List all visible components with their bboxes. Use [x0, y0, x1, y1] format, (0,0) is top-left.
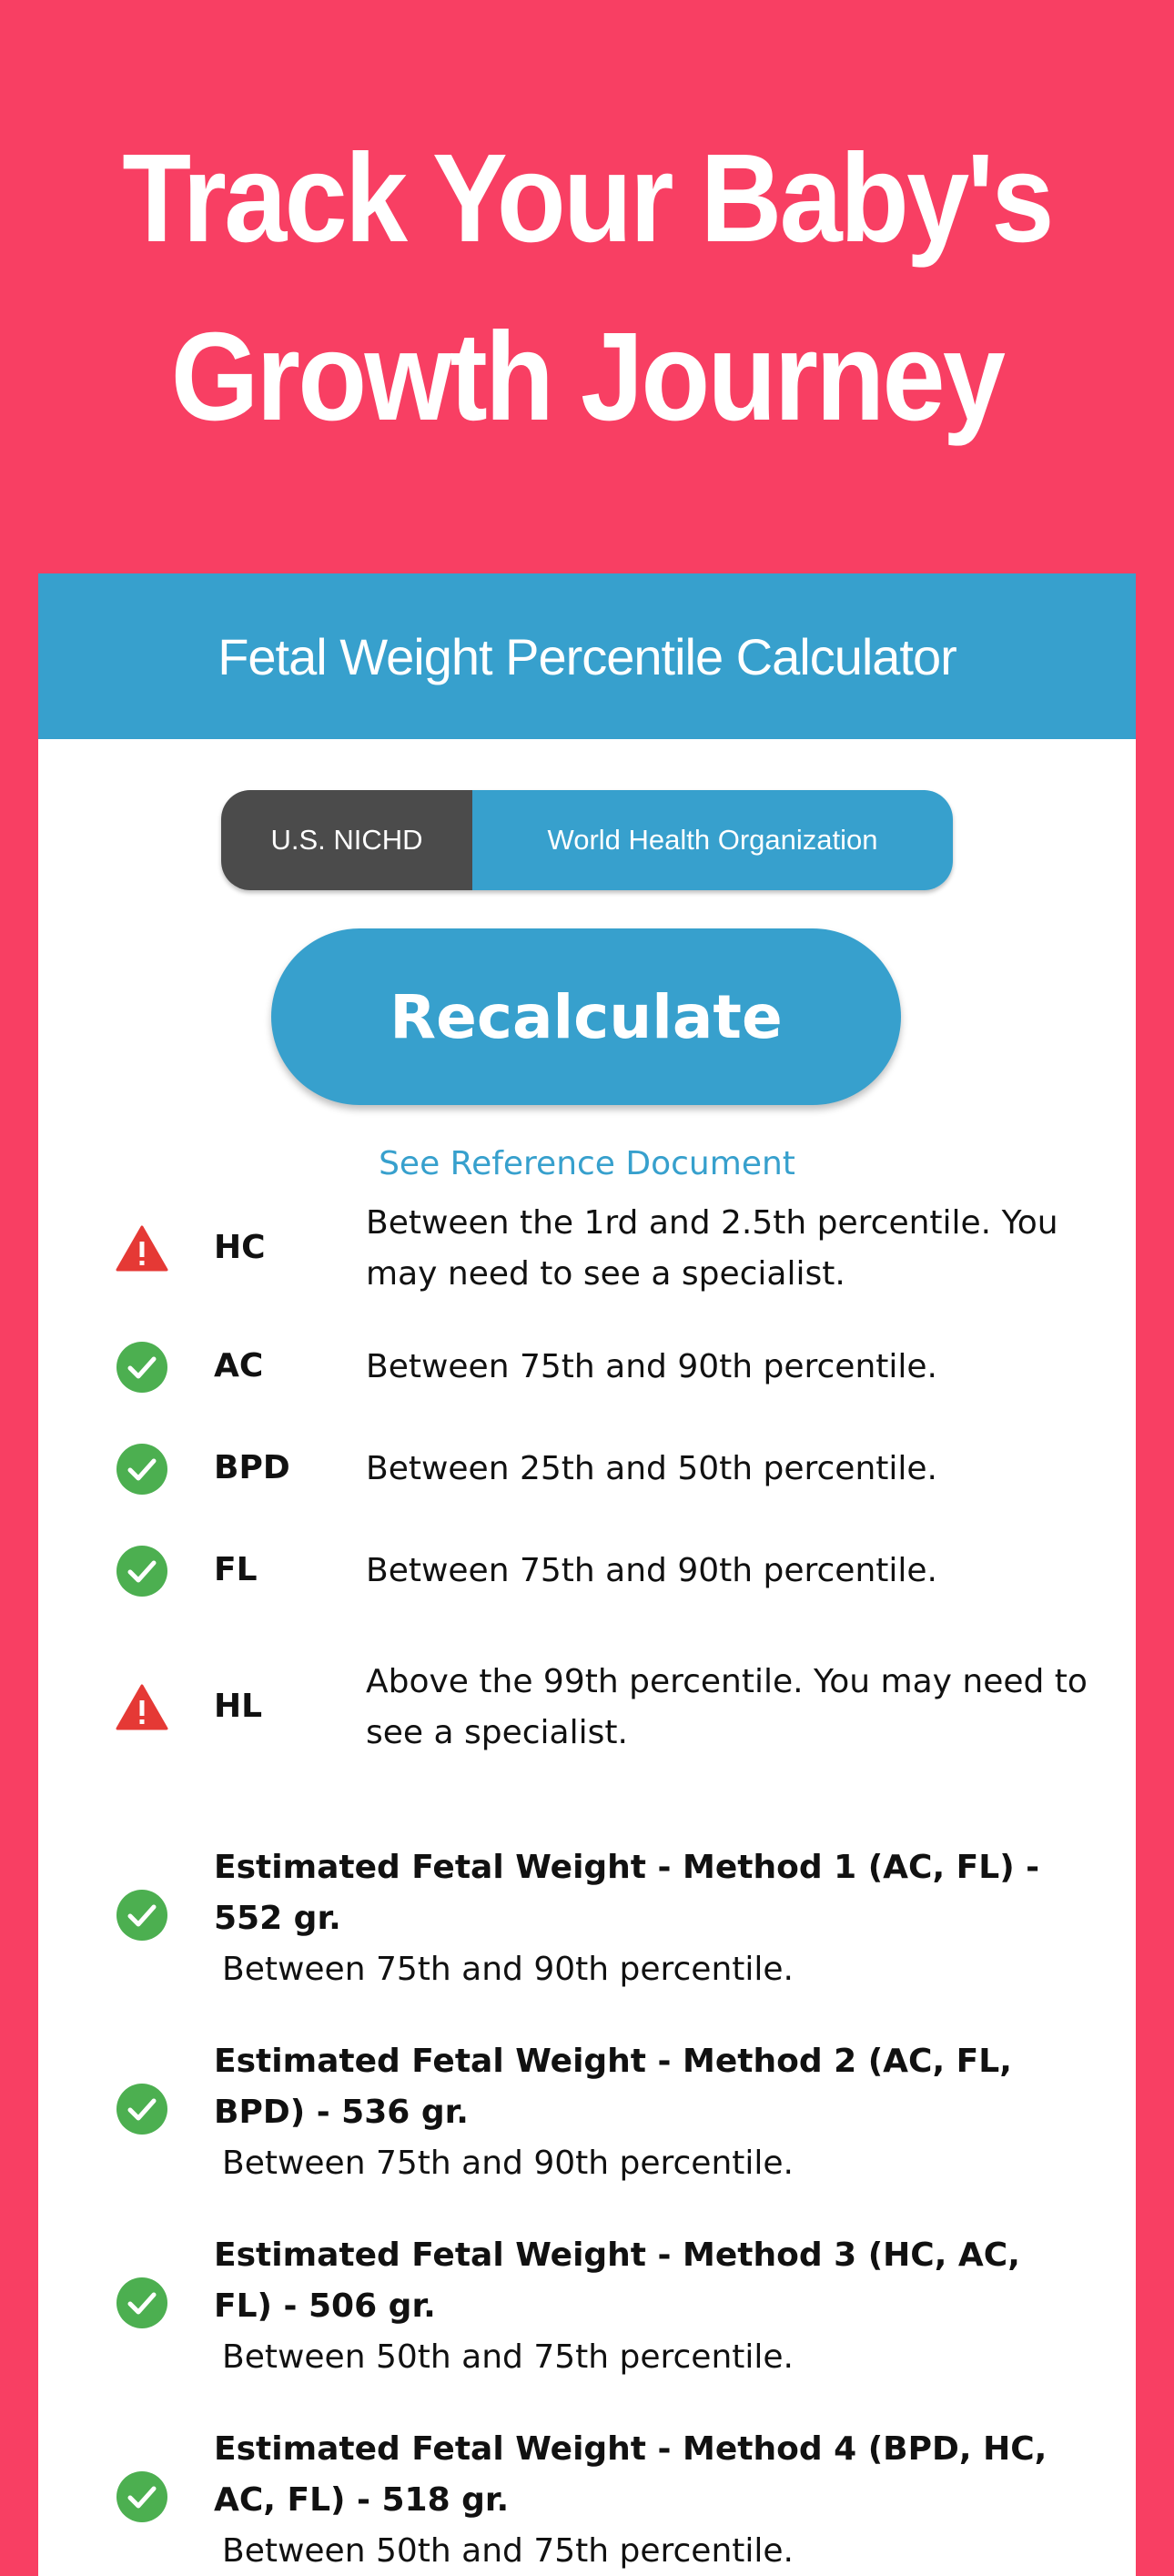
measure-result: Between 25th and 50th percentile.: [366, 1450, 937, 1487]
efw-result: Between 75th and 90th percentile.: [222, 1951, 794, 1988]
headline-line-1: Track Your Baby's: [122, 128, 1052, 269]
check-circle-icon: [115, 2082, 169, 2136]
check-circle-icon: [115, 1888, 169, 1942]
headline-line-2: Growth Journey: [170, 307, 1004, 447]
check-circle-icon: [115, 1442, 169, 1496]
measure-label: FL: [214, 1551, 258, 1588]
measure-result: Between 75th and 90th percentile.: [366, 1552, 937, 1589]
check-circle-icon: [115, 1340, 169, 1394]
measure-label: AC: [214, 1347, 264, 1384]
measure-result: Between 75th and 90th percentile.: [366, 1348, 937, 1385]
measure-label: BPD: [214, 1449, 290, 1486]
calculator-card: [38, 573, 1136, 2576]
segment-us-nichd[interactable]: U.S. NICHD: [221, 790, 472, 890]
recalculate-button[interactable]: Recalculate: [271, 928, 901, 1105]
efw-title: Estimated Fetal Weight - Method 2 (AC, FL, BPD) - 536 gr.: [214, 2043, 1012, 2131]
reference-document-link[interactable]: See Reference Document: [379, 1145, 795, 1182]
check-circle-icon: [115, 1544, 169, 1598]
efw-result: Between 75th and 90th percentile.: [222, 2145, 794, 2182]
efw-title: Estimated Fetal Weight - Method 4 (BPD, HC, AC, FL) - 518 gr.: [214, 2430, 1047, 2519]
efw-title: Estimated Fetal Weight - Method 3 (HC, AC, FL) - 506 gr.: [214, 2236, 1020, 2325]
measure-label: HL: [214, 1688, 263, 1725]
check-circle-icon: [115, 2470, 169, 2524]
efw-title: Estimated Fetal Weight - Method 1 (AC, FL) - 552 gr.: [214, 1849, 1040, 1937]
measure-label: HC: [214, 1229, 266, 1266]
card-title: Fetal Weight Percentile Calculator: [38, 573, 1136, 739]
efw-result: Between 50th and 75th percentile.: [222, 2338, 794, 2376]
measure-result: Between the 1rd and 2.5th percentile. You may need to see a specialist.: [366, 1204, 1058, 1293]
check-circle-icon: [115, 2276, 169, 2330]
headline: [59, 109, 1116, 466]
warning-triangle-icon: [115, 1222, 169, 1276]
segment-who[interactable]: World Health Organization: [472, 790, 953, 890]
efw-result: Between 50th and 75th percentile.: [222, 2532, 794, 2570]
measure-result: Above the 99th percentile. You may need to see a specialist.: [366, 1663, 1088, 1751]
standard-segmented-control[interactable]: [221, 790, 953, 890]
warning-triangle-icon: [115, 1680, 169, 1735]
